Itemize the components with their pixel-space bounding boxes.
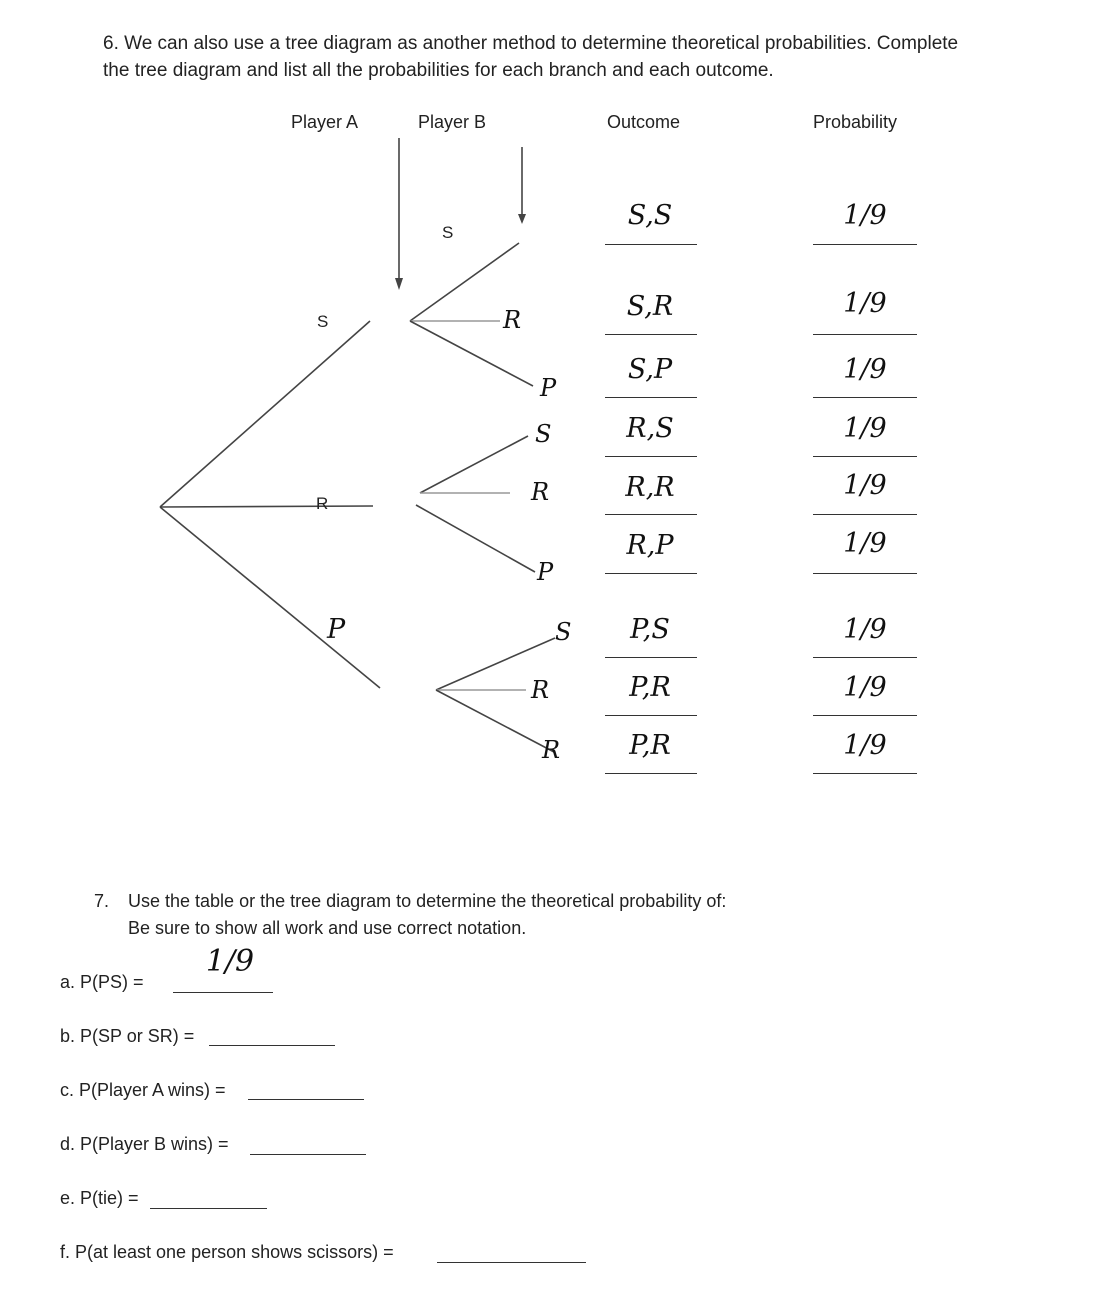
question-6-line-1: 6. We can also use a tree diagram as another method to determine theoretical probabilities. Complete xyxy=(103,33,959,54)
probability-2: 1/9 xyxy=(843,288,887,319)
outcome-6-underline xyxy=(605,573,697,574)
probability-9-underline xyxy=(813,773,917,774)
probability-1: 1/9 xyxy=(843,200,887,231)
answer-blank-f[interactable] xyxy=(437,1262,586,1263)
branch-a-r xyxy=(160,506,373,507)
header-probability: Probability xyxy=(813,112,898,132)
answer-label-c: c. P(Player A wins) = xyxy=(60,1080,226,1100)
answer-label-a: a. P(PS) = xyxy=(60,972,144,992)
answer-item-b xyxy=(60,1026,194,1047)
outcome-8: P,R xyxy=(629,672,671,703)
outcome-9: P,R xyxy=(629,730,671,761)
question-7-prompt xyxy=(94,888,726,942)
outcome-1-underline xyxy=(605,244,697,245)
probability-9: 1/9 xyxy=(843,730,887,761)
answer-blank-b[interactable] xyxy=(209,1045,335,1046)
answer-label-f: f. P(at least one person shows scissors) = xyxy=(60,1242,394,1262)
branch-label-a-s: S xyxy=(317,312,329,331)
question-7-number: 7. xyxy=(94,891,110,911)
outcome-3: S,P xyxy=(627,354,673,385)
probability-7-underline xyxy=(813,657,917,658)
outcome-3-underline xyxy=(605,397,697,398)
branch-a-p xyxy=(160,507,380,688)
probability-2-underline xyxy=(813,334,917,335)
answer-blank-d[interactable] xyxy=(250,1154,366,1155)
outcome-5-underline xyxy=(605,514,697,515)
branch-r-s xyxy=(420,436,528,493)
answer-item-e xyxy=(60,1188,139,1209)
probability-5-underline xyxy=(813,514,917,515)
question-6-line-2: the tree diagram and list all the probabilities for each branch and each outcome. xyxy=(103,60,774,81)
branch-label-b-1: R xyxy=(503,306,522,334)
probability-6-underline xyxy=(813,573,917,574)
header-player-a: Player A xyxy=(291,112,359,132)
probability-8-underline xyxy=(813,715,917,716)
branch-label-b-printed-s: S xyxy=(442,223,454,242)
header-player-b: Player B xyxy=(418,112,487,132)
outcome-6: R,P xyxy=(626,530,674,561)
question-7-line-1: Use the table or the tree diagram to determine the theoretical probability of: xyxy=(128,891,727,911)
branch-a-s xyxy=(160,321,370,507)
answer-item-a xyxy=(60,972,144,993)
branch-label-b-7: R xyxy=(531,676,550,704)
branch-label-b-6: S xyxy=(555,618,572,646)
probability-4-underline xyxy=(813,456,917,457)
answer-blank-a[interactable] xyxy=(173,992,273,993)
outcome-5: R,R xyxy=(625,472,675,503)
outcome-7: P,S xyxy=(630,614,670,645)
answer-blank-c[interactable] xyxy=(248,1099,364,1100)
answer-item-c xyxy=(60,1080,226,1101)
branch-label-b-8: R xyxy=(542,736,561,764)
branch-label-a-p: P xyxy=(327,614,346,645)
answer-blank-e[interactable] xyxy=(150,1208,267,1209)
question-7-line-2: Be sure to show all work and use correct notation. xyxy=(128,918,527,938)
probability-3: 1/9 xyxy=(843,354,887,385)
outcome-4-underline xyxy=(605,456,697,457)
answer-label-d: d. P(Player B wins) = xyxy=(60,1134,229,1154)
probability-5: 1/9 xyxy=(843,470,887,501)
probability-8: 1/9 xyxy=(843,672,887,703)
answer-label-b: b. P(SP or SR) = xyxy=(60,1026,195,1046)
answer-item-f xyxy=(60,1242,394,1263)
probability-3-underline xyxy=(813,397,917,398)
outcome-2: S,R xyxy=(626,291,674,322)
branch-label-b-4: R xyxy=(531,478,550,506)
header-outcome: Outcome xyxy=(607,112,681,132)
branch-label-b-5: P xyxy=(537,558,554,586)
outcome-4: R,S xyxy=(626,413,674,444)
answer-label-e: e. P(tie) = xyxy=(60,1188,139,1208)
answer-item-d xyxy=(60,1134,229,1155)
outcome-9-underline xyxy=(605,773,697,774)
probability-6: 1/9 xyxy=(843,528,887,559)
branch-label-a-r: R xyxy=(316,494,329,513)
branch-label-b-3: S xyxy=(535,420,552,448)
outcome-1: S,S xyxy=(627,200,673,231)
probability-1-underline xyxy=(813,244,917,245)
probability-4: 1/9 xyxy=(843,413,887,444)
outcome-7-underline xyxy=(605,657,697,658)
branch-r-p xyxy=(416,505,535,572)
branch-label-b-2: P xyxy=(540,374,557,402)
outcome-8-underline xyxy=(605,715,697,716)
outcome-2-underline xyxy=(605,334,697,335)
probability-7: 1/9 xyxy=(843,614,887,645)
answer-value-a: 1/9 xyxy=(205,944,255,979)
